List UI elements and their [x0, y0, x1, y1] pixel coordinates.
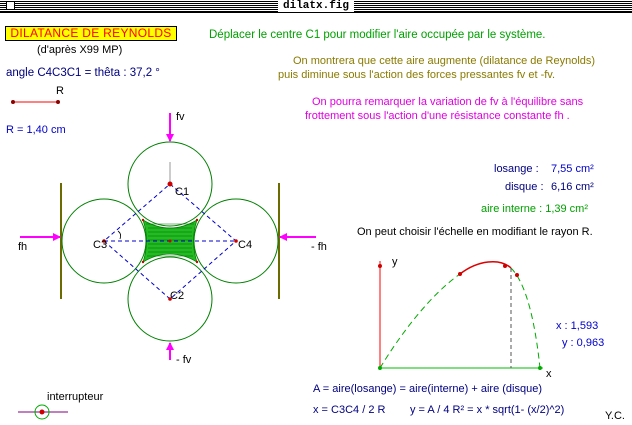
signature: Y.C. — [605, 410, 625, 422]
graph-y-end — [378, 264, 382, 268]
label-minus-fh: - fh — [311, 241, 327, 253]
angle-arc — [118, 231, 121, 239]
aire-interne: aire interne : 1,39 cm² — [481, 203, 588, 215]
curve-solid — [460, 262, 511, 274]
losange-label: losange : — [494, 163, 539, 175]
remark-line-2: frottement sous l'action d'une résistance constante fh . — [305, 110, 570, 122]
contact-point-2 — [196, 219, 198, 221]
switch-toggle[interactable] — [18, 405, 68, 419]
label-c2: C2 — [170, 290, 185, 302]
contact-point-3 — [142, 261, 144, 263]
label-minus-fv: - fv — [176, 354, 192, 366]
graph-y-label: y — [392, 256, 398, 268]
page-title: DILATANCE DE REYNOLDS — [5, 26, 177, 41]
angle-readout: angle C4C3C1 = thêta : 37,2 ° — [6, 67, 160, 79]
curve-dashed — [380, 274, 460, 368]
contact-point-4 — [196, 261, 198, 263]
center-origin — [169, 240, 172, 243]
window-title: dilatx.fig — [278, 0, 354, 12]
scale-note: On peut choisir l'échelle en modifiant le rayon R. — [357, 226, 593, 238]
switch-label: interrupteur — [47, 391, 104, 403]
curve-dashed-end — [511, 268, 540, 368]
label-fv: fv — [176, 111, 185, 123]
contact-point-1 — [142, 219, 144, 221]
formula-x: x = C3C4 / 2 R — [313, 404, 386, 416]
radius-handle[interactable] — [11, 100, 60, 104]
instruction-show-1: On montrera que cette aire augmente (dilatance de Reynolds) — [293, 55, 596, 67]
page-subtitle: (d'après X99 MP) — [37, 44, 123, 56]
label-c3: C3 — [93, 239, 108, 251]
radius-value: R = 1,40 cm — [6, 124, 66, 136]
remark-line-1: On pourra remarquer la variation de fv à l'équilibre sans — [312, 96, 584, 108]
losange-value: 7,55 cm² — [551, 163, 594, 175]
formula-area: A = aire(losange) = aire(interne) + aire (disque) — [313, 383, 542, 395]
y-readout: y : 0,963 — [562, 337, 605, 349]
label-c1: C1 — [175, 186, 190, 198]
instruction-show-2: puis diminue sous l'action des forces pressantes fv et -fv. — [278, 69, 556, 81]
radius-handle-label: R — [56, 85, 64, 97]
graph-point-a — [458, 272, 462, 276]
graph-point-b — [515, 273, 519, 277]
disque-value: 6,16 cm² — [551, 181, 594, 193]
center-c1-handle[interactable] — [168, 182, 173, 187]
graph-point-current — [503, 264, 507, 268]
x-readout: x : 1,593 — [556, 320, 599, 332]
graph-x-label: x — [546, 368, 552, 380]
label-c4: C4 — [238, 239, 253, 251]
instruction-drag: Déplacer le centre C1 pour modifier l'aire occupée par le système. — [209, 29, 546, 41]
disque-label: disque : — [505, 181, 544, 193]
graph — [378, 256, 552, 380]
formula-y: y = A / 4 R² = x * sqrt(1- (x/2)^2) — [410, 404, 565, 416]
label-fh: fh — [18, 241, 28, 253]
